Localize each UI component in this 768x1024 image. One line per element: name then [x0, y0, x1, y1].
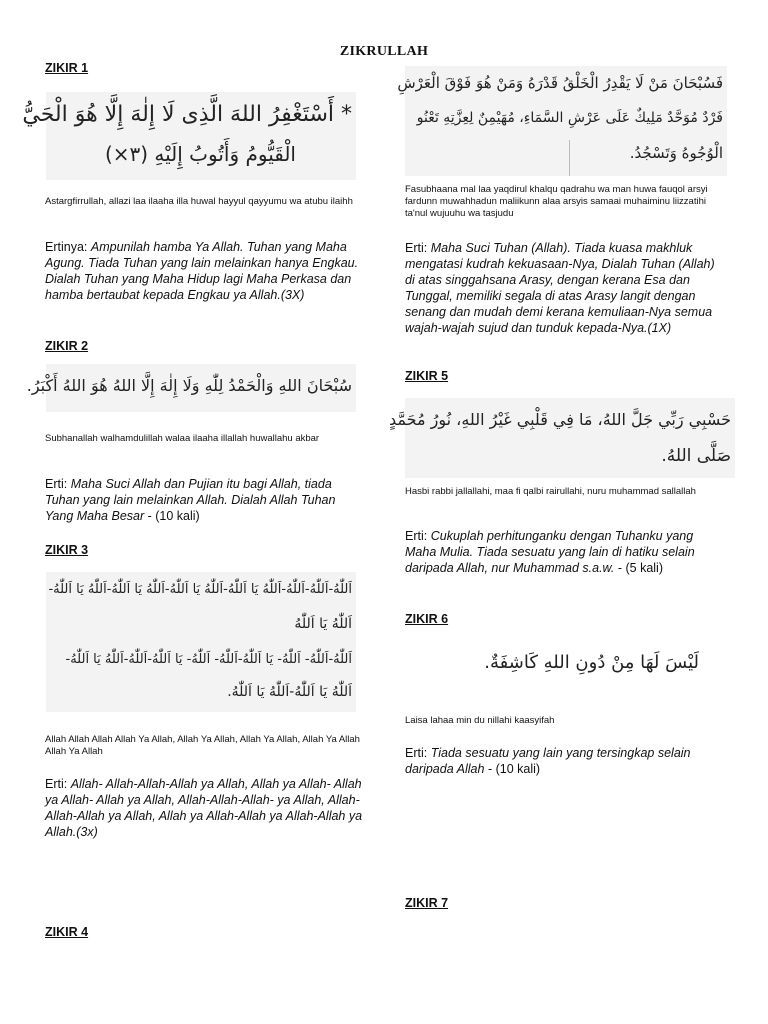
zikir-1-arabic-image	[22, 92, 356, 180]
zikir-1-heading: ZIKIR 1	[45, 61, 89, 75]
zikir-1-meaning-label: Ertinya:	[45, 240, 88, 254]
zikir-2-arabic-line-1: سُبْحَانَ اللهِ وَالْحَمْدُ لِلّٰهِ وَلَا إِلٰهَ إِلَّا اللهُ هُوَ اللهُ أَكْبَرُ.	[26, 376, 352, 395]
zikir-6-transliteration: Laisa lahaa min du nillahi kaasyifah	[405, 715, 555, 726]
zikir-6-meaning	[405, 745, 723, 777]
zikir-4-arabic-line-2: فَرْدٌ مُوَحَّدٌ مَلِيكٌ عَلَى عَرْشِ السَّمَاءِ، مُهَيْمِنٌ لِعِزَّتِهِ تَعْنُو	[416, 110, 723, 126]
zikir-1-meaning-text: Ampunilah hamba Ya Allah. Tuhan yang Maha Agung. Tiada Tuhan yang lain melainkan hanya Engkau. Dialah Tuhan yang Maha Hidup lagi Maha Perkasa dan hamba bertaubat kepada Engkau ya Allah.(3X)	[45, 240, 359, 302]
zikir-5-count: - (5 kali)	[614, 561, 663, 575]
zikir-4-meaning-text: Maha Suci Tuhan (Allah). Tiada kuasa makhluk mengatasi kudrah kekuasaan-Nya, Dialah Tuhan (Allah) di atas singgahsana Arasy, dengan kerana Esa dan Tunggal, memiliki segala di atas Arasy langit dengan senang dan mudah demi kerana kemuliaan-Nya semua wajah-wajah sujud dan tunduk kepada-Nya.(1X)	[405, 241, 715, 335]
zikir-1-meaning	[45, 239, 360, 303]
scan-divider-line	[569, 140, 570, 176]
zikir-3-transliteration: Allah Allah Allah Allah Ya Allah, Allah Ya Allah, Allah Ya Allah, Allah Ya Allah Allah Ya Allah	[45, 734, 360, 757]
zikir-5-arabic-line-1: حَسْبِي رَبِّي جَلَّ اللهُ، مَا فِي قَلْبِي غَيْرُ اللهِ، نُورُ مُحَمَّدٍ	[389, 410, 731, 429]
zikir-4-arabic-image	[397, 66, 727, 176]
zikir-2-arabic-image	[26, 364, 356, 412]
zikir-2-meaning-label: Erti:	[45, 477, 68, 491]
zikir-5-transliteration: Hasbi rabbi jallallahi, maa fi qalbi rairullahi, nuru muhammad sallallah	[405, 486, 696, 497]
zikir-5-heading: ZIKIR 5	[405, 369, 449, 383]
zikir-4-arabic-line-3: الْوُجُوهُ وَتَسْجُدُ.	[629, 144, 723, 162]
zikir-4-heading: ZIKIR 4	[45, 925, 89, 939]
zikir-6-heading: ZIKIR 6	[405, 612, 449, 626]
zikir-5-meaning-label: Erti:	[405, 529, 428, 543]
zikir-5-meaning-text: Cukuplah perhitunganku dengan Tuhanku yang Maha Mulia. Tiada sesuatu yang lain di hatiku selain daripada Allah, nur Muhammad s.a.w.	[405, 529, 695, 575]
zikir-4-meaning-label: Erti:	[405, 241, 428, 255]
zikir-4-arabic-line-1: فَسُبْحَانَ مَنْ لَا يَقْدِرُ الْخَلْقُ قَدْرَهُ وَمَنْ هُوَ فَوْقَ الْعَرْشِ	[397, 74, 723, 92]
zikir-6-meaning-label: Erti:	[405, 746, 428, 760]
zikir-3-meaning-text: Allah- Allah-Allah-Allah ya Allah, Allah ya Allah- Allah ya Allah- Allah ya Allah, Allah-Allah-Allah- ya Allah, Allah-Allah-Allah ya Allah, Allah ya Allah-Allah ya Allah-Allah ya Allah.(3x)	[45, 777, 363, 839]
zikir-3-arabic-line-4: اَللّٰهُ يَا اَللّٰهُ-اَللّٰهُ يَا اَللّٰهُ.	[227, 684, 352, 700]
zikir-5-arabic-image	[389, 398, 735, 478]
zikir-4-meaning	[405, 240, 723, 336]
zikir-3-arabic-image	[46, 572, 356, 712]
page-title: ZIKRULLAH	[339, 44, 429, 59]
zikir-2-count: - (10 kali)	[144, 509, 200, 523]
zikir-3-meaning	[45, 776, 363, 840]
zikir-3-heading: ZIKIR 3	[45, 543, 89, 557]
zikir-2-transliteration: Subhanallah walhamdulillah walaa ilaaha illallah huwallahu akbar	[45, 433, 320, 444]
zikir-6-arabic-image	[405, 640, 703, 690]
zikir-3-arabic-line-2: اَللّٰهُ يَا اَللّٰهُ	[294, 616, 352, 632]
zikir-4-transliteration: Fasubhaana mal laa yaqdirul khalqu qadrahu wa man huwa fauqol arsyi fardunn muwahhadun maliikunn alaa arsyis samaai muhaiminu liizzatihi ta'nul wujuuhu wa tasjudu	[405, 184, 708, 219]
zikir-3-arabic-line-3: اَللّٰهُ-اَللّٰهُ- اَللّٰهُ- يَا اَللّٰهُ-اَللّٰهُ- اَللّٰهُ- يَا اَللّٰهُ-اَللّٰهُ-اَللّٰهُ يَا اَللّٰهُ-	[65, 652, 352, 667]
zikir-2-meaning-text: Maha Suci Allah dan Pujian itu bagi Allah, tiada Tuhan yang lain melainkan Allah. Dialah Allah Tuhan Yang Maha Besar	[45, 477, 336, 523]
zikir-5-arabic-line-2: صَلَّى اللهُ.	[661, 446, 731, 466]
zikir-1-arabic-line-1: * أَسْتَغْفِرُ اللهَ الَّذِى لَا إِلٰهَ إِلَّا هُوَ الْحَيُّ	[22, 102, 352, 127]
zikir-1-transliteration: Astargfirrullah, allazi laa ilaaha illa huwal hayyul qayyumu wa atubu ilaihh	[45, 196, 353, 207]
zikir-1-arabic-line-2: الْقَيُّومُ وَأَتُوبُ إِلَيْهِ (٣×)	[104, 142, 296, 166]
zikir-6-count: - (10 kali)	[484, 762, 541, 776]
zikir-6-meaning-text: Tiada sesuatu yang lain yang tersingkap selain daripada Allah	[405, 746, 691, 776]
zikir-2-heading: ZIKIR 2	[45, 339, 89, 353]
zikir-7-heading: ZIKIR 7	[405, 896, 449, 910]
zikir-5-meaning	[405, 528, 723, 576]
zikir-3-meaning-label: Erti:	[45, 777, 68, 791]
zikir-3-arabic-line-1: اَللّٰهُ-اَللّٰهُ-اَللّٰهُ-اَللّٰهُ يَا اَللّٰهُ-اَللّٰهُ يَا اَللّٰهُ-اَللّٰهُ يَا اَللّٰهُ-اَللّٰهُ يَا اَللّٰهُ-	[48, 582, 352, 597]
zikir-6-arabic-line-1: لَيْسَ لَهَا مِنْ دُونِ اللهِ كَاشِفَةٌ.	[484, 652, 699, 673]
zikir-2-meaning	[45, 476, 363, 524]
